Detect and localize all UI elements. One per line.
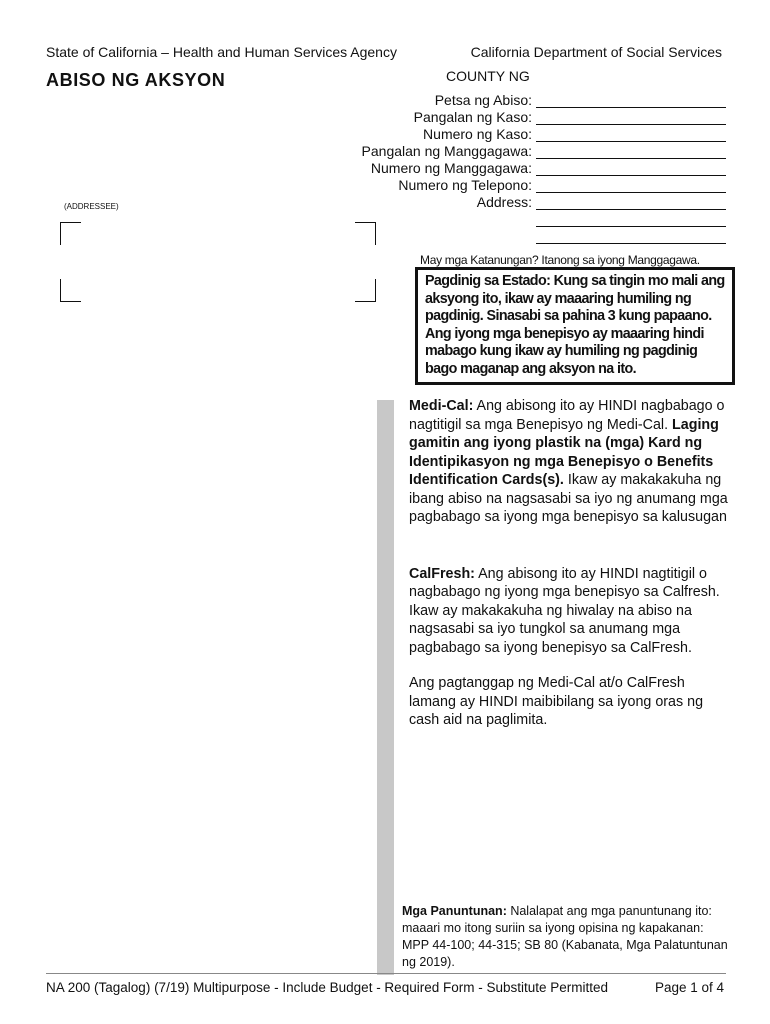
field-phone-number: [300, 176, 726, 193]
field-blank[interactable]: [536, 145, 726, 159]
address-window-corner-top-left: [60, 222, 81, 245]
field-label: Numero ng Telepono:: [398, 177, 532, 193]
field-label: Pangalan ng Manggagawa:: [361, 143, 532, 159]
cash-aid-note: Ang pagtanggap ng Medi-Cal at/o CalFresh lamang ay HINDI maibibilang sa iyong oras ng cash aid na paglimita.: [409, 675, 704, 728]
field-blank[interactable]: [536, 196, 726, 210]
field-address: [300, 193, 726, 210]
field-blank[interactable]: [536, 128, 726, 142]
footer-divider: [46, 973, 726, 974]
margin-gray-bar: [377, 400, 394, 975]
notice-body: [409, 397, 729, 730]
field-notice-date: [300, 91, 726, 108]
page-number: Page 1 of 4: [654, 980, 724, 995]
field-label: Address:: [476, 194, 532, 210]
department-name: California Department of Social Services: [470, 44, 722, 60]
addressee-label: (ADDRESSEE): [64, 202, 119, 211]
address-window-corner-bottom-left: [60, 279, 81, 302]
field-case-number: [300, 125, 726, 142]
state-hearing-notice: Pagdinig sa Estado: Kung sa tingin mo mali ang aksyong ito, ikaw ay maaaring humiling ng pagdinig. Sinasabi sa pahina 3 kung papaano. Ang iyong mga benepisyo ay maaaring hindi mabago kung ikaw ay humiling ng pagdinig bago maganap ang aksyon na ito.: [415, 267, 735, 385]
medical-text-2: Ikaw ay makakakuha ng ibang abiso na nagsasabi sa iyo ng anumang mga pagbabago sa iyong mga benepisyo sa kalusugan: [409, 472, 728, 525]
field-label: Numero ng Kaso:: [423, 126, 532, 142]
calfresh-text: Ang abisong ito ay HINDI nagtitigil o nagbabago ng iyong mga benepisyo sa Calfresh. Ikaw ay makakakuha ng hiwalay na abiso na nagsasabi sa iyo tungkol sa anumang mga pagbabago sa iyong benepisyo sa CalFresh.: [409, 565, 720, 656]
form-identifier: NA 200 (Tagalog) (7/19) Multipurpose - Include Budget - Required Form - Substitute Permitted: [46, 980, 609, 995]
field-worker-number: [300, 159, 726, 176]
medical-text: Ang abisong ito ay HINDI nagbabago o nagtitigil sa mga Benepisyo ng Medi-Cal.: [409, 398, 725, 433]
medical-heading: Medi-Cal:: [409, 398, 474, 414]
questions-line: May mga Katanungan? Itanong sa iyong Manggagawa.: [420, 253, 700, 267]
address-window-corner-top-right: [355, 222, 376, 245]
field-blank[interactable]: [536, 179, 726, 193]
field-label: Petsa ng Abiso:: [434, 92, 532, 108]
field-blank[interactable]: [536, 162, 726, 176]
field-case-name: [300, 108, 726, 125]
address-window-corner-bottom-right: [355, 279, 376, 302]
rules-section: [402, 903, 728, 971]
rules-text: Nalalapat ang mga panuntunang ito: maaari mo itong suriin sa iyong opisina ng kapakanan: MPP 44-100; 44-315; SB 80 (Kabanata, Mga Palatuntunan ng 2019).: [402, 904, 728, 969]
calfresh-heading: CalFresh:: [409, 565, 475, 582]
page-title: ABISO NG AKSYON: [46, 70, 226, 90]
field-label: Pangalan ng Kaso:: [413, 109, 532, 125]
rules-heading: Mga Panuntunan:: [402, 904, 507, 918]
field-blank[interactable]: [536, 230, 726, 244]
agency-name: State of California – Health and Human Services Agency: [46, 44, 397, 60]
field-blank[interactable]: [536, 111, 726, 125]
medical-paragraph: [409, 397, 729, 527]
medical-bold-text: Laging gamitin ang iyong plastik na (mga) Kard ng Identipikasyon ng mga Benepisyo o Benefits Identification Cards(s).: [409, 416, 719, 488]
field-worker-name: [300, 142, 726, 159]
field-blank[interactable]: [536, 94, 726, 108]
field-blank[interactable]: [536, 213, 726, 227]
field-label: Numero ng Manggagawa:: [370, 160, 532, 176]
calfresh-paragraph: [409, 565, 729, 658]
county-label: COUNTY NG: [446, 68, 530, 84]
